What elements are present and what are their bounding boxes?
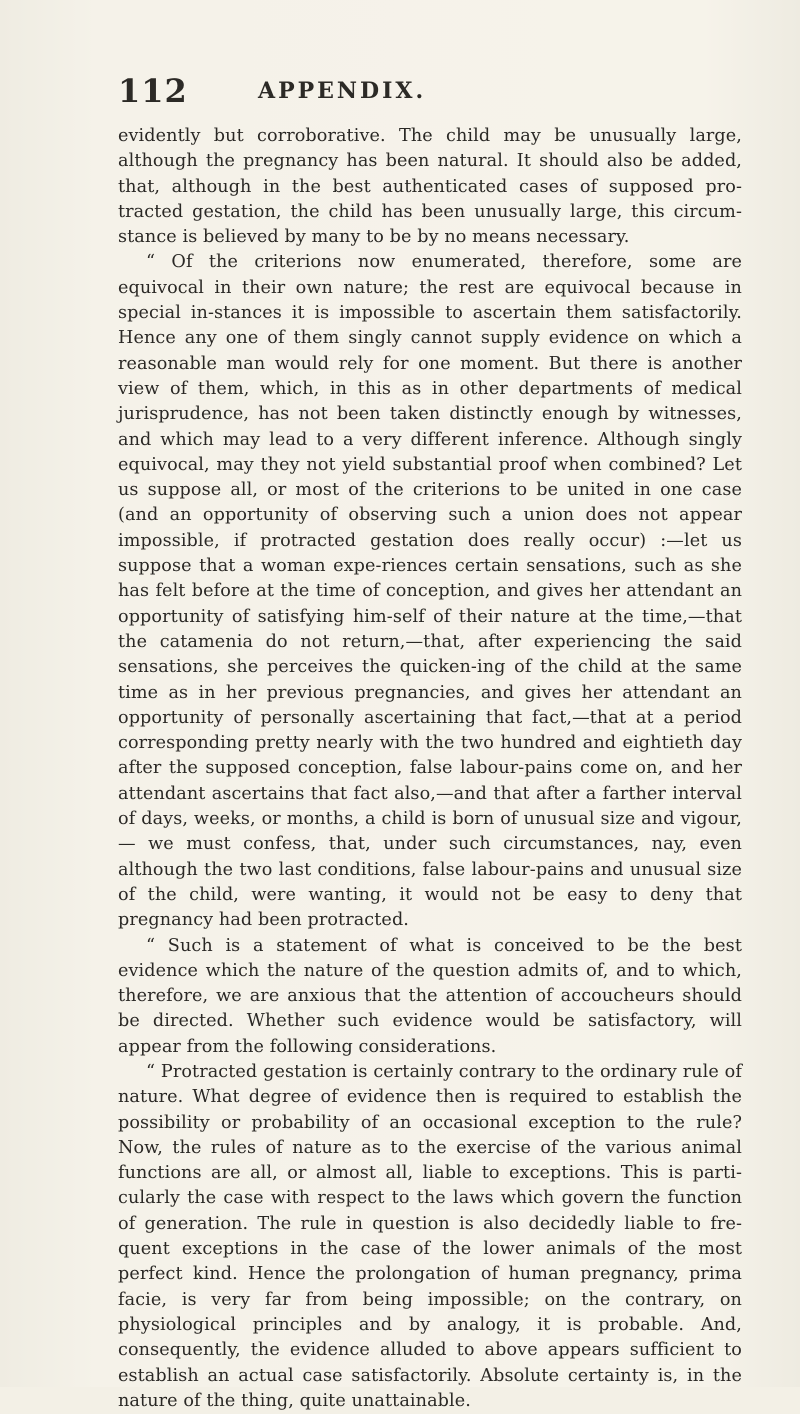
paragraph-4: “ Protracted gestation is certainly contrary to the ordinary rule of nature. What degree of evidence then is required to establish the possibility or probability of an occasional exception to the rule? Now, the rules of nature as to the exercise of the various animal functions are all, or almost all, liable to exceptions. This is parti-cularly the case with respect to the laws which govern the function of generation. The rule in question is also decidedly liable to fre-quent exceptions in the case of the lower animals of the most perfect kind. Hence the prolongation of human pregnancy, prima facie, is very far from being impossible; on the contrary, on physiological principles and by analogy, it is probable. And, consequently, the evidence alluded to above appears sufficient to establish an actual case satisfactorily. Absolute certainty is, in the nature of the thing, quite unattainable.: [118, 1061, 742, 1411]
page-number: 112: [118, 72, 188, 110]
page-header: [118, 72, 718, 112]
paragraph-1: evidently but corroborative. The child may be unusually large, although the pregnancy has been natural. It should also be added, that, although in the best authenticated cases of supposed pro-tracted gestation, the child has been unusually large, this circum-stance is believed by many to be by no means necessary.: [118, 126, 742, 248]
paragraph-2: “ Of the criterions now enumerated, therefore, some are equivocal in their own nature; the rest are equivocal because in special in-stances it is impossible to ascertain them satisfactorily. Hence any one of them singly cannot supply evidence on which a reasonable man would rely for one moment. But there is another view of them, which, in this as in other departments of medical jurisprudence, has not been taken distinctly enough by witnesses, and which may lead to a very different inference. Although singly equivocal, may they not yield substantial proof when combined? Let us suppose all, or most of the criterions to be united in one case (and an opportunity of observing such a union does not appear impossible, if protracted gestation does really occur) :—let us suppose that a woman expe-riences certain sensations, such as she has felt before at the time of conception, and gives her attendant an opportunity of satisfying him-self of their nature at the time,—that the catamenia do not return,—that, after experiencing the said sensations, she perceives the quicken-ing of the child at the same time as in her previous pregnancies, and gives her attendant an opportunity of personally ascertaining that fact,—that at a period corresponding pretty nearly with the two hundred and eightieth day after the supposed conception, false labour-pains come on, and her attendant ascertains that fact also,—and that after a farther interval of days, weeks, or months, a child is born of unusual size and vigour,— we must confess, that, under such circumstances, nay, even although the two last conditions, false labour-pains and unusual size of the child, were wanting, it would not be easy to deny that pregnancy had been protracted.: [118, 252, 742, 931]
running-head: APPENDIX.: [258, 78, 427, 104]
paragraph-3: “ Such is a statement of what is conceived to be the best evidence which the nature of the question admits of, and to which, therefore, we are anxious that the attention of accoucheurs should be directed. Whether such evidence would be satisfactory, will appear from the following considerations.: [118, 935, 742, 1057]
body-text: [118, 124, 742, 1414]
